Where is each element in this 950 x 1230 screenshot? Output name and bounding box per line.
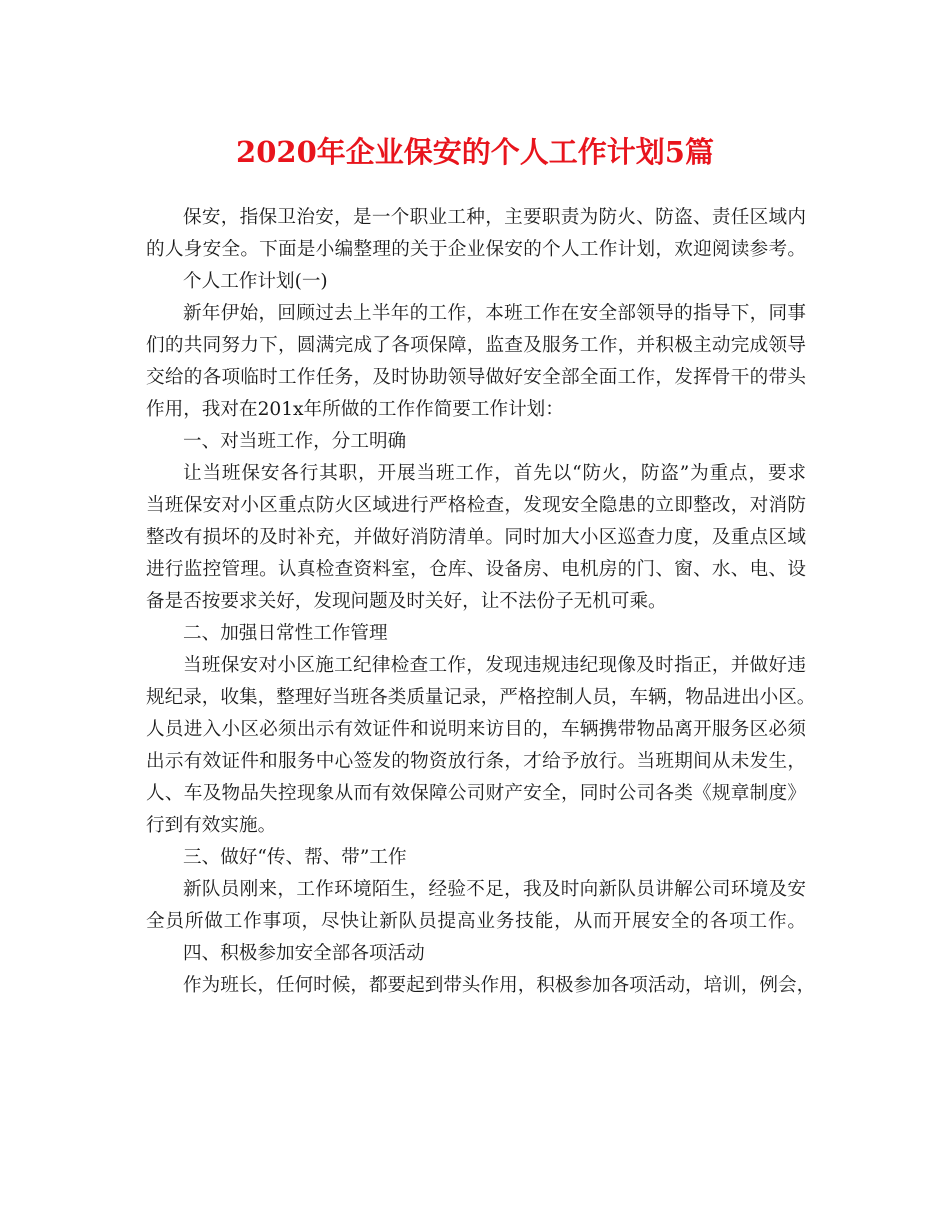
text-line: 四、积极参加安全部各项活动	[183, 943, 425, 964]
text-line: 的人身安全。下面是小编整理的关于企业保安的个人工作计划，欢迎阅读参考。	[146, 239, 806, 260]
text-line: 规纪录，收集，整理好当班各类质量记录，严格控制人员，车辆，物品进出小区。	[146, 687, 816, 708]
document-title: 2020年企业保安的个人工作计划5篇	[236, 135, 714, 169]
text-line: 二、加强日常性工作管理	[183, 623, 388, 644]
document-body	[146, 202, 816, 1002]
text-line: 让当班保安各行其职，开展当班工作，首先以“防火，防盗”为重点，要求	[183, 463, 806, 484]
text-line: 行到有效实施。	[146, 815, 277, 836]
text-line: 个人工作计划(一)	[183, 271, 328, 292]
text-line: 整改有损坏的及时补充，并做好消防清单。同时加大小区巡查力度，及重点区域	[146, 527, 806, 548]
text-line: 新年伊始，回顾过去上半年的工作，本班工作在安全部领导的指导下，同事	[183, 303, 806, 324]
text-line: 三、做好“传、帮、带”工作	[183, 847, 407, 868]
text-line: 作为班长，任何时候，都要起到带头作用，积极参加各项活动，培训，例会，	[183, 975, 816, 996]
text-line: 备是否按要求关好，发现问题及时关好，让不法份子无机可乘。	[146, 591, 667, 612]
text-line: 作用，我对在201x年所做的工作作简要工作计划：	[146, 399, 564, 420]
text-line: 当班保安对小区重点防火区域进行严格检查，发现安全隐患的立即整改，对消防	[146, 495, 806, 516]
text-line: 们的共同努力下，圆满完成了各项保障，监查及服务工作，并积极主动完成领导	[146, 335, 806, 356]
text-line: 全员所做工作事项，尽快让新队员提高业务技能，从而开展安全的各项工作。	[146, 911, 806, 932]
text-line: 保安，指保卫治安，是一个职业工种，主要职责为防火、防盗、责任区域内	[183, 207, 806, 228]
text-line: 人、车及物品失控现象从而有效保障公司财产安全，同时公司各类《规章制度》	[146, 783, 806, 804]
text-line: 出示有效证件和服务中心签发的物资放行条，才给予放行。当班期间从未发生，	[146, 751, 806, 772]
text-line: 新队员刚来，工作环境陌生，经验不足，我及时向新队员讲解公司环境及安	[183, 879, 806, 900]
text-line: 当班保安对小区施工纪律检查工作，发现违规违纪现像及时指正，并做好违	[183, 655, 806, 676]
text-line: 人员进入小区必须出示有效证件和说明来访目的，车辆携带物品离开服务区必须	[146, 719, 806, 740]
text-line: 进行监控管理。认真检查资料室，仓库、设备房、电机房的门、窗、水、电、设	[146, 559, 806, 580]
text-line: 交给的各项临时工作任务，及时协助领导做好安全部全面工作，发挥骨干的带头	[146, 367, 806, 388]
text-line: 一、对当班工作，分工明确	[183, 431, 407, 452]
